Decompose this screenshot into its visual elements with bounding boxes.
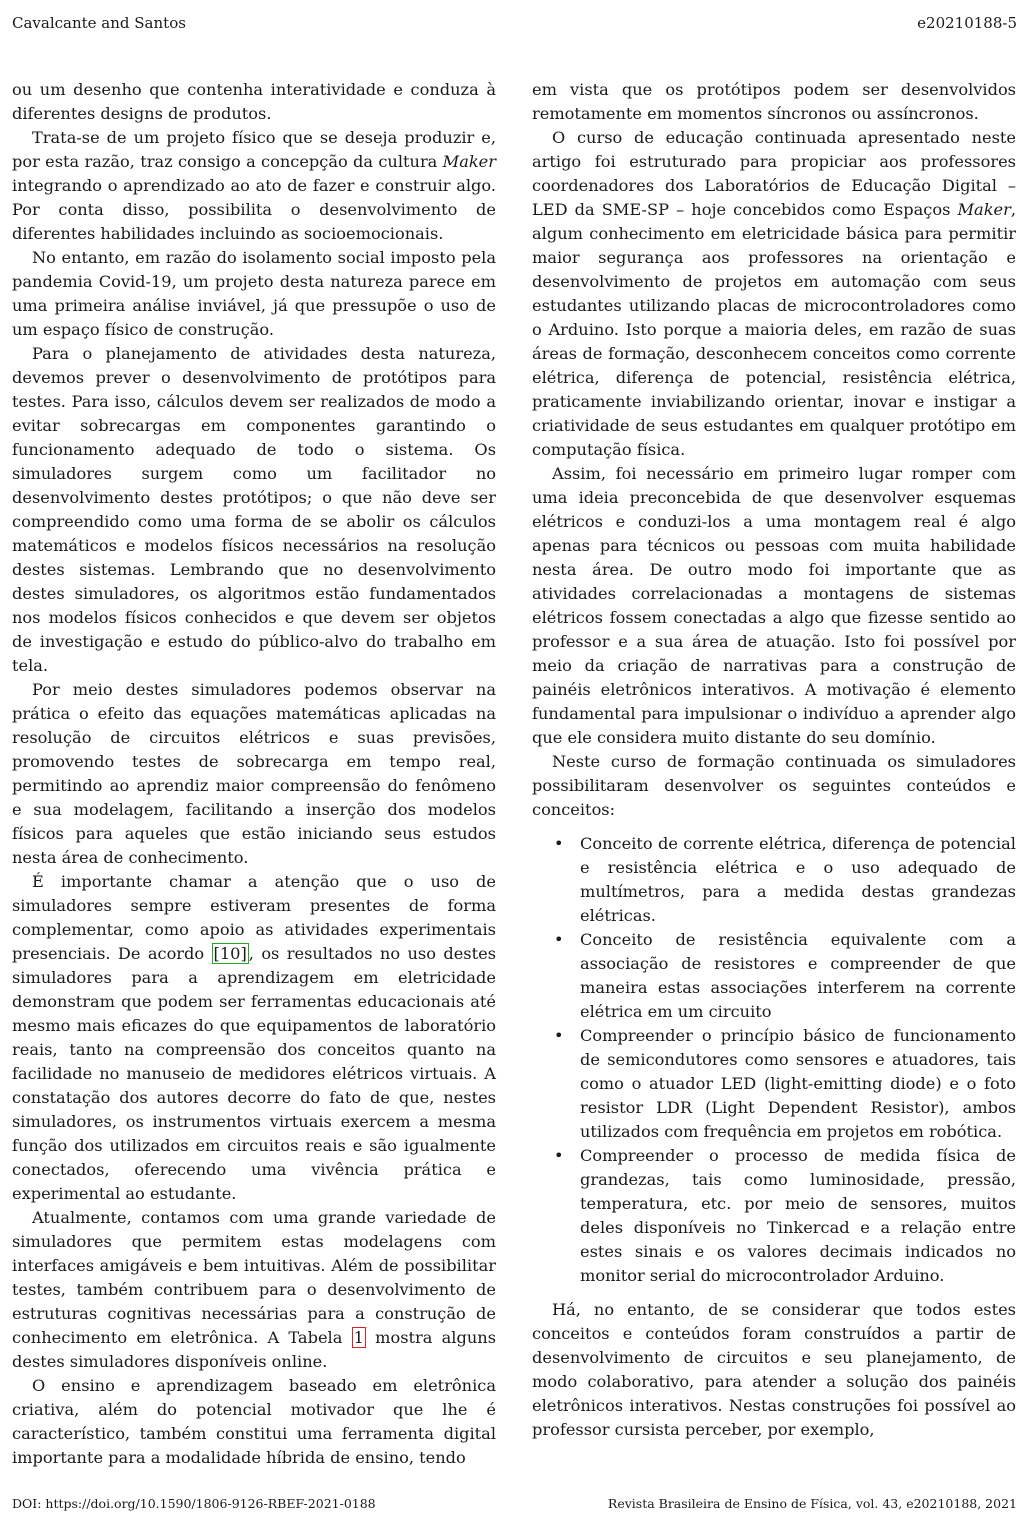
paragraph: Trata-se de um projeto físico que se deseja produzir e, por esta razão, traz consigo a concepção da cultura Maker integrando o aprendizado ao ato de fazer e construir algo. Por conta disso, possibilita o desenvolvimento de diferentes habilidades incluindo as socioemocionais.	[12, 128, 496, 243]
list-item: • Conceito de corrente elétrica, diferença de potencial e resistência elétrica e o uso adequado de multímetros, para a medida destas grandezas elétricas.	[580, 832, 1016, 928]
citation-link[interactable]: [10]	[213, 944, 247, 963]
paragraph: Atualmente, contamos com uma grande variedade de simuladores que permitem estas modelagens com interfaces amigáveis e bem intuitivas. Além de possibilitar testes, também contribuem para o desenvolvimento de estruturas cognitivas necessárias para a construção de conhecimento em eletrônica. A Tabela 1 mostra alguns destes simuladores disponíveis online.	[12, 1208, 496, 1371]
left-column	[12, 78, 496, 1470]
paragraph: ou um desenho que contenha interatividade e conduza à diferentes designs de produtos.	[12, 80, 496, 123]
footer-doi[interactable]: DOI: https://doi.org/10.1590/1806-9126-RBEF-2021-0188	[12, 1496, 376, 1511]
list-item: • Compreender o processo de medida física de grandezas, tais como luminosidade, pressão, temperatura, etc. por meio de sensores, muitos deles disponíveis no Tinkercad e a relação entre estes sinais e os valores decimais indicados no monitor serial do microcontrolador Arduino.	[580, 1144, 1016, 1288]
paragraph: Neste curso de formação continuada os simuladores possibilitaram desenvolver os seguintes conteúdos e conceitos:	[532, 752, 1016, 819]
paragraph: Assim, foi necessário em primeiro lugar romper com uma ideia preconcebida de que desenvolver esquemas elétricos e conduzi-los a uma montagem real é algo apenas para técnicos ou pessoas com muita habilidade nesta área. De outro modo foi importante que as atividades correlacionadas a montagens de sistemas elétricos fossem conectadas a algo que fizesse sentido ao professor e a sua área de atuação. Isto foi possível por meio da criação de narrativas para a construção de painéis eletrônicos interativos. A motivação é elemento fundamental para impulsionar o indivíduo a aprender algo que ele considera muito distante do seu domínio.	[532, 464, 1016, 747]
paragraph: Por meio destes simuladores podemos observar na prática o efeito das equações matemáticas aplicadas na resolução de circuitos elétricos e suas previsões, promovendo testes de sobrecarga em tempo real, permitindo ao aprendiz maior compreensão do fenômeno e sua modelagem, facilitando a inserção dos modelos físicos para aqueles que estão iniciando seus estudos nesta área de conhecimento.	[12, 680, 496, 867]
emphasis-maker: Maker	[957, 200, 1011, 219]
paragraph: Há, no entanto, de se considerar que todos estes conceitos e conteúdos foram construídos a partir de desenvolvimento de circuitos e seu planejamento, de modo colaborativo, para atender a solução dos painéis eletrônicos interativos. Nestas construções foi possível ao professor cursista perceber, por exemplo,	[532, 1300, 1016, 1439]
concept-list	[532, 832, 1016, 1288]
footer-journal: Revista Brasileira de Ensino de Física, vol. 43, e20210188, 2021	[607, 1496, 1017, 1511]
paragraph: Para o planejamento de atividades desta natureza, devemos prever o desenvolvimento de protótipos para testes. Para isso, cálculos devem ser realizados de modo a evitar sobrecargas em componentes garantindo o funcionamento adequado de todo o sistema. Os simuladores surgem como um facilitador no desenvolvimento destes protótipos; o que não deve ser compreendido como uma forma de se abolir os cálculos matemáticos e modelos físicos necessários na resolução destes sistemas. Lembrando que no desenvolvimento destes simuladores, os algoritmos estão fundamentados nos modelos físicos conhecidos e que devem ser objetos de investigação e estudo do público-alvo do trabalho em tela.	[12, 344, 496, 675]
emphasis-maker: Maker	[442, 152, 496, 171]
paragraph: É importante chamar a atenção que o uso de simuladores sempre estiveram presentes de forma complementar, como apoio as atividades experimentais presenciais. De acordo [10] , os resultados no uso destes simuladores para a aprendizagem em eletricidade demonstram que podem ser ferramentas educacionais até mesmo mais eficazes do que equipamentos de laboratório reais, tanto na compreensão dos conceitos quanto na facilidade no manuseio de medidores elétricos virtuais. A constatação dos autores decorre do fato de que, nestes simuladores, os instrumentos virtuais exercem a mesma função dos utilizados em circuitos reais e são igualmente conectados, oferecendo uma vivência prática e experimental ao estudante.	[12, 872, 496, 1203]
paragraph: O curso de educação continuada apresentado neste artigo foi estruturado para propiciar aos professores coordenadores dos Laboratórios de Educação Digital – LED da SME-SP – hoje concebidos como Espaços Maker, algum conhecimento em eletricidade básica para permitir maior segurança aos professores na orientação e desenvolvimento de projetos em automação com seus estudantes utilizando placas de microcontroladores como o Arduino. Isto porque a maioria deles, em razão de suas áreas de formação, desconhecem conceitos como corrente elétrica, diferença de potencial, resistência elétrica, praticamente inviabilizando orientar, inovar e instigar a criatividade de seus estudantes em qualquer protótipo em computação física.	[532, 128, 1016, 459]
paragraph: O ensino e aprendizagem baseado em eletrônica criativa, além do potencial motivador que lhe é característico, também constitui uma ferramenta digital importante para a modalidade híbrida de ensino, tendo	[12, 1376, 496, 1467]
list-item: • Compreender o princípio básico de funcionamento de semicondutores como sensores e atuadores, tais como o atuador LED (light-emitting diode) e o foto resistor LDR (Light Dependent Resistor), ambos utilizados com frequência em projetos em robótica.	[580, 1024, 1016, 1144]
right-column	[532, 78, 1016, 1442]
paragraph: No entanto, em razão do isolamento social imposto pela pandemia Covid-19, um projeto desta natureza parece em uma primeira análise inviável, já que pressupõe o uso de um espaço físico de construção.	[12, 248, 496, 339]
paragraph: em vista que os protótipos podem ser desenvolvidos remotamente em momentos síncronos ou assíncronos.	[532, 80, 1016, 123]
list-item: • Conceito de resistência equivalente com a associação de resistores e compreender de que maneira estas associações interferem na corrente elétrica em um circuito	[580, 928, 1016, 1024]
running-header-authors: Cavalcante and Santos	[12, 14, 186, 32]
running-header-article-id: e20210188-5	[917, 14, 1017, 32]
table-reference-link[interactable]: 1	[353, 1328, 364, 1347]
